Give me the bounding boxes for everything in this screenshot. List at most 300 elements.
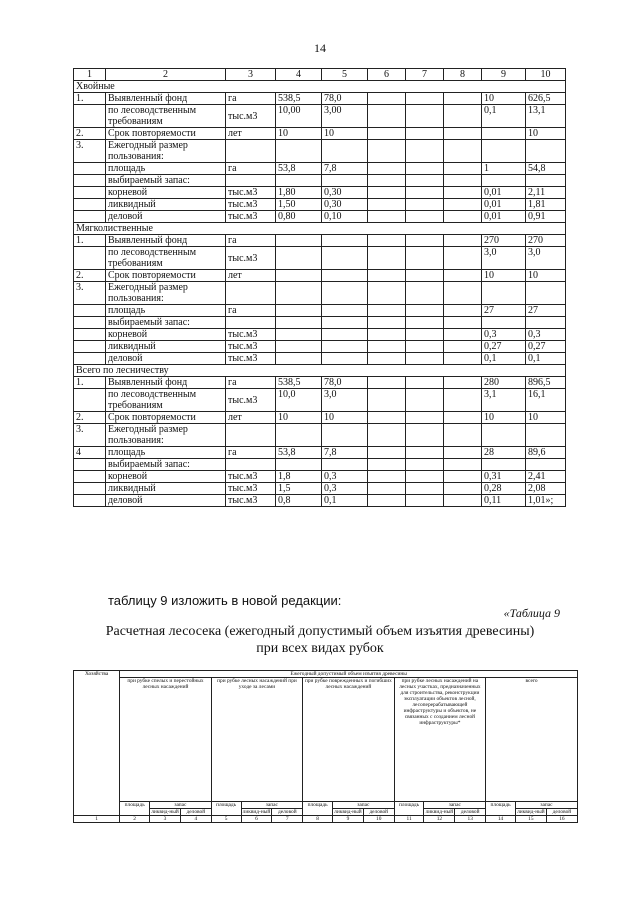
header-number-cell: 7 <box>406 69 444 81</box>
value-cell: 0,28 <box>482 483 526 495</box>
value-cell <box>406 305 444 317</box>
value-cell <box>444 247 482 270</box>
row-number <box>74 187 106 199</box>
t9-group-1: при рубке спелых и перестойных лесных насаждений <box>120 678 211 802</box>
row-name: площадь <box>108 305 146 316</box>
row-unit: тыс.м3 <box>226 495 276 507</box>
value-cell <box>276 353 322 365</box>
value-cell <box>444 377 482 389</box>
value-cell: 7,8 <box>322 447 368 459</box>
t9-stock-header: запас <box>150 802 212 809</box>
row-name: Срок повторяемости <box>108 128 196 139</box>
value-cell: 54,8 <box>526 163 566 175</box>
value-cell <box>406 353 444 365</box>
t9-group-2: при рубке лесных насаждений при уходе за лесами <box>211 678 302 802</box>
t9-number-cell: 8 <box>303 816 333 823</box>
value-cell <box>368 235 406 247</box>
row-name: Срок повторяемости <box>108 270 196 281</box>
value-cell: 0,3 <box>322 483 368 495</box>
value-cell <box>368 93 406 105</box>
row-number <box>74 329 106 341</box>
value-cell: 0,11 <box>482 495 526 507</box>
value-cell <box>322 353 368 365</box>
value-cell <box>526 317 566 329</box>
value-cell <box>526 424 566 447</box>
row-number: 1. <box>74 93 106 105</box>
value-cell: 3,0 <box>322 389 368 412</box>
value-cell <box>444 93 482 105</box>
t9-number-cell: 11 <box>394 816 424 823</box>
value-cell <box>406 317 444 329</box>
value-cell <box>406 247 444 270</box>
value-cell <box>444 235 482 247</box>
value-cell: 10 <box>482 412 526 424</box>
value-cell <box>444 128 482 140</box>
t9-number-cell: 16 <box>546 816 577 823</box>
t9-number-cell: 2 <box>120 816 150 823</box>
value-cell <box>276 459 322 471</box>
header-number-cell: 8 <box>444 69 482 81</box>
table-row <box>74 471 566 483</box>
t9-liquid-header: ликвид-ный <box>242 809 271 815</box>
value-cell <box>482 282 526 305</box>
value-cell: 0,30 <box>322 187 368 199</box>
value-cell <box>406 128 444 140</box>
value-cell <box>406 495 444 507</box>
value-cell <box>322 424 368 447</box>
value-cell: 3,0 <box>526 247 566 270</box>
row-name: Срок повторяемости <box>108 412 196 423</box>
value-cell <box>406 199 444 211</box>
value-cell <box>276 424 322 447</box>
value-cell <box>406 483 444 495</box>
table-row <box>74 93 566 105</box>
table-row <box>74 377 566 389</box>
value-cell: 10 <box>482 93 526 105</box>
value-cell: 270 <box>482 235 526 247</box>
value-cell <box>444 483 482 495</box>
t9-business-header: деловой <box>272 809 303 816</box>
value-cell <box>276 329 322 341</box>
row-number <box>74 175 106 187</box>
table-row <box>74 353 566 365</box>
value-cell <box>482 424 526 447</box>
row-name-cell <box>106 140 226 163</box>
table-row <box>74 459 566 471</box>
table-row <box>74 282 566 305</box>
value-cell <box>444 389 482 412</box>
t9-number-cell: 15 <box>515 816 546 823</box>
value-cell: 27 <box>526 305 566 317</box>
value-cell <box>276 175 322 187</box>
value-cell: 10 <box>526 270 566 282</box>
t9-number-cell: 1 <box>74 816 120 823</box>
header-number-cell: 4 <box>276 69 322 81</box>
value-cell <box>322 341 368 353</box>
value-cell <box>406 163 444 175</box>
value-cell: 0,01 <box>482 187 526 199</box>
row-unit: га <box>226 447 276 459</box>
value-cell <box>322 175 368 187</box>
t9-group-5: всего <box>486 678 578 802</box>
row-unit: лет <box>226 412 276 424</box>
t9-business-header: деловой <box>546 809 577 816</box>
value-cell <box>526 175 566 187</box>
row-unit <box>226 424 276 447</box>
row-name-cell <box>106 329 226 341</box>
table9-title <box>0 623 640 657</box>
value-cell: 0,01 <box>482 211 526 223</box>
table-row <box>74 389 566 412</box>
row-name: корневой <box>108 329 148 340</box>
row-number <box>74 211 106 223</box>
value-cell: 0,3 <box>322 471 368 483</box>
value-cell <box>444 471 482 483</box>
table-row <box>74 163 566 175</box>
table9-title-line2: при всех видах рубок <box>256 641 384 656</box>
value-cell: 10 <box>322 128 368 140</box>
row-unit: лет <box>226 128 276 140</box>
row-unit: тыс.м3 <box>226 389 276 412</box>
row-unit: тыс.м3 <box>226 341 276 353</box>
value-cell <box>368 305 406 317</box>
row-unit: тыс.м3 <box>226 105 276 128</box>
table-row <box>74 483 566 495</box>
t9-area-header: площадь <box>211 802 241 816</box>
t9-number-cell: 9 <box>333 816 364 823</box>
value-cell: 1,81 <box>526 199 566 211</box>
section-row <box>74 81 566 93</box>
row-number <box>74 247 106 270</box>
value-cell <box>276 140 322 163</box>
value-cell: 0,91 <box>526 211 566 223</box>
header-number-row <box>74 69 566 81</box>
value-cell <box>482 317 526 329</box>
value-cell <box>368 128 406 140</box>
t9-stock-header: запас <box>241 802 303 809</box>
value-cell <box>368 282 406 305</box>
table9-title-line1: Расчетная лесосека (ежегодный допустимый объем изъятия древесины) <box>105 624 535 639</box>
value-cell <box>406 329 444 341</box>
t9-number-cell: 3 <box>150 816 181 823</box>
value-cell: 10 <box>276 412 322 424</box>
row-unit: тыс.м3 <box>226 247 276 270</box>
row-number: 3. <box>74 140 106 163</box>
value-cell <box>406 459 444 471</box>
table9-label: «Таблица 9 <box>503 606 560 620</box>
row-unit: га <box>226 163 276 175</box>
row-name: корневой <box>108 471 148 482</box>
header-number-cell: 1 <box>74 69 106 81</box>
value-cell <box>368 424 406 447</box>
value-cell <box>444 140 482 163</box>
t9-subheader-row1 <box>74 802 578 809</box>
row-number <box>74 471 106 483</box>
value-cell: 0,80 <box>276 211 322 223</box>
instruction-text: таблицу 9 изложить в новой редакции: <box>108 593 342 608</box>
value-cell <box>444 459 482 471</box>
value-cell <box>322 317 368 329</box>
row-number <box>74 105 106 128</box>
value-cell <box>368 329 406 341</box>
value-cell: 1,50 <box>276 199 322 211</box>
value-cell <box>444 211 482 223</box>
row-name: ликвидный <box>108 341 156 352</box>
value-cell <box>444 282 482 305</box>
row-name-cell <box>106 424 226 447</box>
row-name: по лесоводственным требованиям <box>108 389 197 411</box>
row-number: 4 <box>74 447 106 459</box>
row-number <box>74 459 106 471</box>
table-row <box>74 317 566 329</box>
row-unit: га <box>226 377 276 389</box>
value-cell <box>406 424 444 447</box>
row-number: 3. <box>74 424 106 447</box>
page-number: 14 <box>314 41 326 55</box>
header-number-cell: 6 <box>368 69 406 81</box>
row-name-cell <box>106 377 226 389</box>
value-cell: 0,27 <box>482 341 526 353</box>
value-cell <box>368 412 406 424</box>
value-cell <box>276 235 322 247</box>
value-cell: 1,01»; <box>526 495 566 507</box>
row-name: по лесоводственным требованиям <box>108 105 197 127</box>
value-cell <box>322 459 368 471</box>
value-cell: 538,5 <box>276 93 322 105</box>
value-cell <box>406 447 444 459</box>
value-cell <box>406 377 444 389</box>
value-cell: 10 <box>276 128 322 140</box>
value-cell <box>406 282 444 305</box>
t9-liquid-header: ликвид-ный <box>334 809 362 815</box>
value-cell: 10,0 <box>276 389 322 412</box>
value-cell: 1,8 <box>276 471 322 483</box>
value-cell <box>526 140 566 163</box>
value-cell <box>276 282 322 305</box>
forest-use-table <box>73 68 566 507</box>
value-cell <box>368 483 406 495</box>
table-row <box>74 247 566 270</box>
value-cell: 270 <box>526 235 566 247</box>
value-cell: 10 <box>322 412 368 424</box>
value-cell <box>368 270 406 282</box>
section-title: Мягколиственные <box>74 223 566 235</box>
value-cell <box>368 140 406 163</box>
value-cell: 3,00 <box>322 105 368 128</box>
row-unit: тыс.м3 <box>226 199 276 211</box>
value-cell: 0,1 <box>482 105 526 128</box>
row-name-cell <box>106 175 226 187</box>
value-cell <box>368 175 406 187</box>
table-row <box>74 447 566 459</box>
row-name: площадь <box>108 163 146 174</box>
value-cell: 0,30 <box>322 199 368 211</box>
row-unit: тыс.м3 <box>226 329 276 341</box>
table-row <box>74 412 566 424</box>
value-cell <box>406 235 444 247</box>
row-unit <box>226 282 276 305</box>
row-name: Ежегодный размер пользования: <box>108 424 188 446</box>
value-cell <box>444 329 482 341</box>
row-unit: тыс.м3 <box>226 211 276 223</box>
t9-group-4: при рубке лесных насаждений на лесных участках, предназначенных для строительства, реконструкции эксплуатации объектов лесной, лесоперерабатывающей инфраструктуры и объектов, не связанных с созданием лесной инфраструктуры* <box>394 678 485 802</box>
value-cell: 0,10 <box>322 211 368 223</box>
value-cell <box>322 140 368 163</box>
row-name-cell <box>106 105 226 128</box>
row-name: Выявленный фонд <box>108 235 188 246</box>
row-name-cell <box>106 199 226 211</box>
value-cell: 0,27 <box>526 341 566 353</box>
value-cell <box>322 329 368 341</box>
row-number: 2. <box>74 412 106 424</box>
value-cell <box>368 163 406 175</box>
value-cell: 53,8 <box>276 163 322 175</box>
row-unit: лет <box>226 270 276 282</box>
value-cell <box>444 424 482 447</box>
table-row <box>74 329 566 341</box>
row-name: выбираемый запас: <box>108 317 190 328</box>
value-cell <box>322 270 368 282</box>
value-cell: 0,1 <box>322 495 368 507</box>
value-cell <box>482 459 526 471</box>
row-name-cell <box>106 305 226 317</box>
value-cell: 0,3 <box>526 329 566 341</box>
value-cell <box>444 412 482 424</box>
value-cell <box>444 447 482 459</box>
value-cell <box>368 353 406 365</box>
t9-business-header: деловой <box>363 809 394 816</box>
value-cell: 3,1 <box>482 389 526 412</box>
value-cell <box>444 341 482 353</box>
value-cell: 0,31 <box>482 471 526 483</box>
table-row <box>74 187 566 199</box>
t9-area-header: площадь <box>303 802 333 816</box>
row-name-cell <box>106 163 226 175</box>
t9-number-cell: 7 <box>272 816 303 823</box>
value-cell <box>406 187 444 199</box>
value-cell <box>368 447 406 459</box>
row-name-cell <box>106 247 226 270</box>
value-cell <box>444 163 482 175</box>
value-cell <box>368 247 406 270</box>
table-row <box>74 175 566 187</box>
row-unit <box>226 175 276 187</box>
value-cell <box>368 389 406 412</box>
value-cell <box>444 495 482 507</box>
t9-stock-header: запас <box>424 802 486 809</box>
value-cell: 538,5 <box>276 377 322 389</box>
value-cell: 10,00 <box>276 105 322 128</box>
value-cell <box>444 199 482 211</box>
table-row <box>74 105 566 128</box>
t9-number-row <box>74 816 578 823</box>
row-unit <box>226 140 276 163</box>
header-number-cell: 10 <box>526 69 566 81</box>
value-cell <box>276 305 322 317</box>
value-cell <box>406 93 444 105</box>
value-cell: 2,41 <box>526 471 566 483</box>
value-cell <box>368 187 406 199</box>
row-name-cell <box>106 471 226 483</box>
value-cell <box>368 459 406 471</box>
value-cell <box>406 105 444 128</box>
row-name-cell <box>106 235 226 247</box>
row-unit: га <box>226 305 276 317</box>
value-cell <box>444 305 482 317</box>
row-name-cell <box>106 93 226 105</box>
value-cell <box>276 341 322 353</box>
table-row <box>74 305 566 317</box>
value-cell <box>368 495 406 507</box>
value-cell <box>444 187 482 199</box>
row-number: 1. <box>74 235 106 247</box>
value-cell <box>276 247 322 270</box>
value-cell <box>444 353 482 365</box>
row-number: 2. <box>74 270 106 282</box>
row-unit <box>226 317 276 329</box>
header-number-cell: 5 <box>322 69 368 81</box>
row-unit <box>226 459 276 471</box>
value-cell <box>368 199 406 211</box>
value-cell <box>482 128 526 140</box>
value-cell <box>322 247 368 270</box>
row-name-cell <box>106 270 226 282</box>
t9-col-households: Хозяйства <box>74 671 120 816</box>
row-unit: га <box>226 93 276 105</box>
value-cell: 1,80 <box>276 187 322 199</box>
row-name-cell <box>106 353 226 365</box>
t9-number-cell: 6 <box>241 816 272 823</box>
row-number <box>74 163 106 175</box>
value-cell <box>406 412 444 424</box>
table-row <box>74 495 566 507</box>
table9-grid <box>73 670 578 823</box>
t9-number-cell: 4 <box>180 816 211 823</box>
t9-business-header: деловой <box>455 809 486 816</box>
t9-stock-header: запас <box>515 802 577 809</box>
value-cell: 10 <box>526 128 566 140</box>
t9-number-cell: 10 <box>363 816 394 823</box>
row-number <box>74 495 106 507</box>
value-cell <box>368 317 406 329</box>
value-cell <box>482 140 526 163</box>
row-name: ликвидный <box>108 199 156 210</box>
value-cell <box>444 105 482 128</box>
value-cell <box>322 235 368 247</box>
row-unit: тыс.м3 <box>226 353 276 365</box>
value-cell: 16,1 <box>526 389 566 412</box>
table-row <box>74 341 566 353</box>
value-cell <box>368 211 406 223</box>
value-cell <box>406 341 444 353</box>
row-number: 3. <box>74 282 106 305</box>
value-cell: 0,8 <box>276 495 322 507</box>
section-row <box>74 365 566 377</box>
row-name: по лесоводственным требованиям <box>108 247 197 269</box>
row-name: выбираемый запас: <box>108 175 190 186</box>
t9-number-cell: 14 <box>486 816 516 823</box>
row-name: ликвидный <box>108 483 156 494</box>
row-name-cell <box>106 389 226 412</box>
row-name-cell <box>106 187 226 199</box>
t9-top-header: Ежегодный допустимый объем изъятия древесины <box>120 671 578 678</box>
value-cell: 7,8 <box>322 163 368 175</box>
t9-business-header: деловой <box>180 809 211 816</box>
value-cell: 28 <box>482 447 526 459</box>
value-cell <box>406 471 444 483</box>
row-unit: тыс.м3 <box>226 471 276 483</box>
row-name: деловой <box>108 211 143 222</box>
